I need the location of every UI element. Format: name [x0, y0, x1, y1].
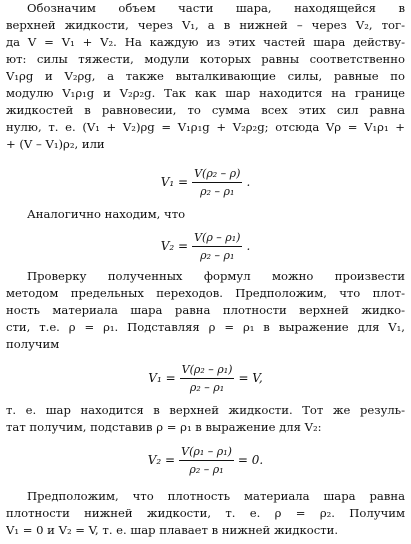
text-line: верхней жидкости, через V₁, а в нижней – через V₂, тог- — [6, 18, 405, 32]
paragraph-analog — [6, 206, 405, 223]
text-line: Проверку полученных формул можно произвести — [27, 269, 405, 283]
text-line: Предположим, что плотность материала шара равна — [27, 489, 405, 503]
text-line: Обозначим объем части шара, находящейся в — [27, 1, 405, 15]
fraction-numerator: V(ρ₂ – ρ) — [192, 166, 242, 183]
formula-lhs: V₁ = — [160, 174, 189, 189]
fraction — [180, 362, 235, 395]
text-line: модулю V₁ρ₁g и V₂ρ₂g. Так как шар находится на границе — [6, 86, 405, 100]
text-line: методом предельных переходов. Предположим, что плот- — [6, 286, 405, 300]
fraction-denominator: ρ₂ – ρ₁ — [189, 462, 224, 476]
formula-rhs: = V, — [238, 370, 263, 385]
formula-v2 — [6, 226, 405, 266]
text-line: + (V – V₁)ρ₂, или — [6, 137, 105, 151]
formula-lhs: V₂ = — [147, 452, 176, 467]
text-line: ют: силы тяжести, модули которых равны соответственно — [6, 52, 405, 66]
formula-rhs: . — [246, 174, 251, 189]
formula-v2-limit — [6, 440, 405, 480]
fraction — [192, 166, 242, 199]
text-line: да V = V₁ + V₂. На каждую из этих частей шара действу- — [6, 35, 405, 49]
formula-v1-limit — [6, 358, 405, 398]
fraction-denominator: ρ₂ – ρ₁ — [200, 248, 235, 262]
formula-v1 — [6, 162, 405, 202]
fraction-numerator: V(ρ₁ – ρ₁) — [179, 444, 234, 461]
paragraph-result — [6, 402, 405, 436]
paragraph-volumes — [6, 0, 405, 153]
text-line: ность материала шара равна плотности верхней жидко- — [6, 303, 405, 317]
paragraph-lower-liquid — [6, 488, 405, 539]
formula-lhs: V₂ = — [160, 238, 189, 253]
formula-rhs: = 0. — [237, 452, 264, 467]
text-line: тат получим, подставив ρ = ρ₁ в выражение для V₂: — [6, 420, 322, 434]
text-line: V₁ρg и V₂ρg, а также выталкивающие силы, равные по — [6, 69, 405, 83]
text-line: получим — [6, 337, 60, 351]
fraction-numerator: V(ρ – ρ₁) — [192, 230, 242, 247]
fraction — [179, 444, 234, 477]
fraction-denominator: ρ₂ – ρ₁ — [189, 380, 225, 394]
text-line: жидкостей в равновесии, то сумма всех этих сил равна — [6, 103, 405, 117]
text-line: V₁ = 0 и V₂ = V, т. е. шар плавает в нижней жидкости. — [6, 523, 339, 537]
paragraph-check — [6, 268, 405, 353]
formula-lhs: V₁ = — [148, 370, 176, 385]
text-line: т. е. шар находится в верхней жидкости. Тот же резуль- — [6, 403, 405, 417]
text-line: нулю, т. е. (V₁ + V₂)ρg = V₁ρ₁g + V₂ρ₂g; отсюда Vρ = V₁ρ₁ + — [6, 120, 405, 134]
fraction-denominator: ρ₂ – ρ₁ — [200, 184, 235, 198]
text-line: сти, т.е. ρ = ρ₁. Подставляя ρ = ρ₁ в выражение для V₁, — [6, 320, 405, 334]
fraction-numerator: V(ρ₂ – ρ₁) — [180, 362, 235, 379]
text-line: Аналогично находим, что — [27, 207, 186, 221]
fraction — [192, 230, 242, 263]
formula-rhs: . — [246, 238, 251, 253]
text-line: плотности нижней жидкости, т. е. ρ = ρ₂. Получим — [6, 506, 405, 520]
